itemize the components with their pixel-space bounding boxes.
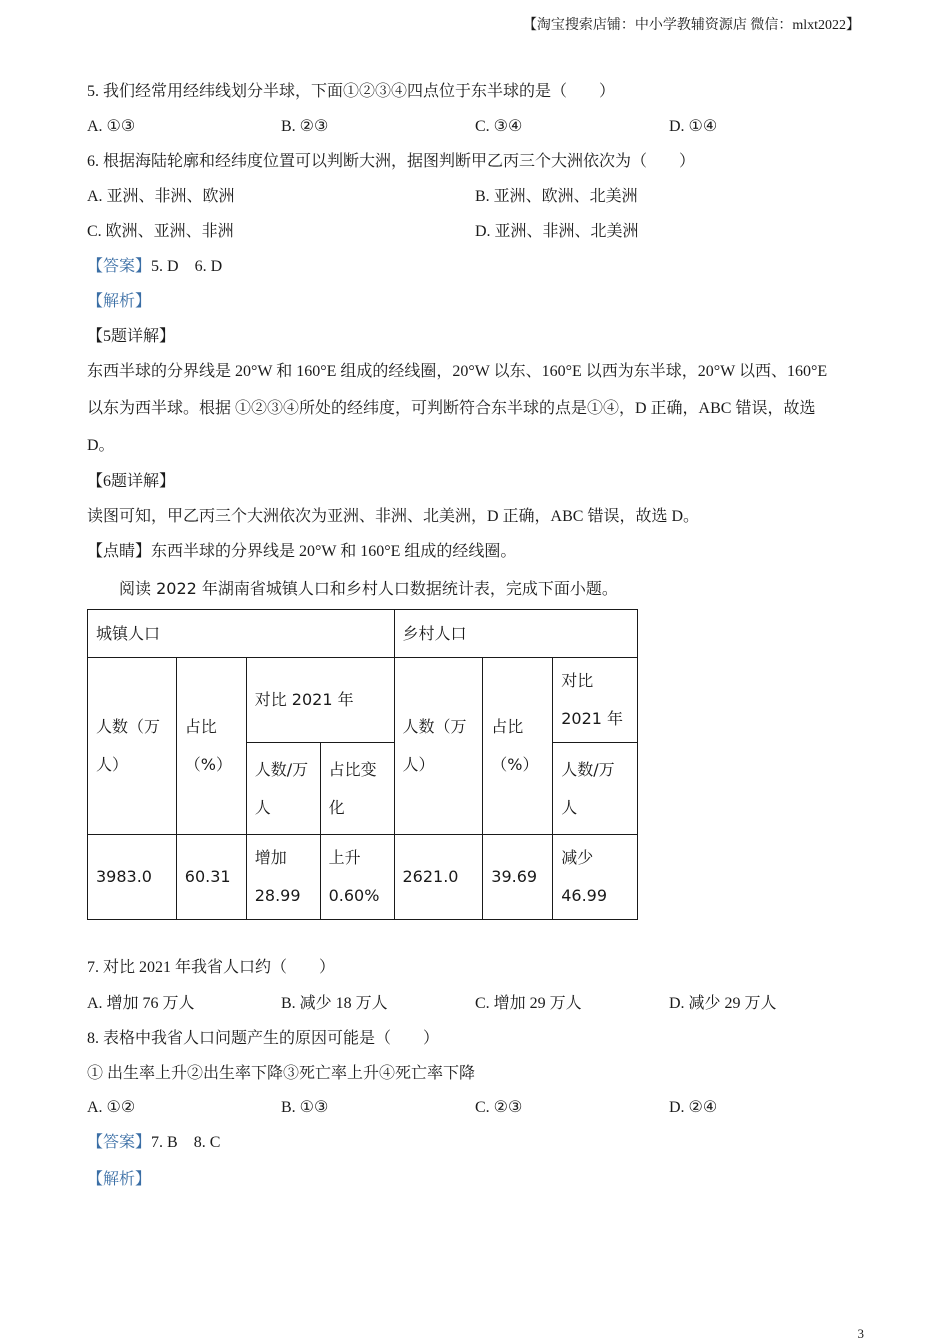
q5-option-c: C. ③④	[475, 118, 523, 135]
q8-option-b: B. ①③	[281, 1099, 329, 1116]
population-table	[87, 609, 638, 920]
q8-option-a: A. ①②	[87, 1099, 136, 1116]
urban-ratio-value: 60.31	[176, 835, 246, 920]
answer-tag: 【答案】	[87, 258, 152, 275]
detail-5-tag: 【5题详解】	[87, 328, 176, 345]
q6-option-c: C. 欧洲、亚洲、非洲	[87, 223, 234, 240]
urban-people-header: 人数（万人）	[88, 658, 177, 835]
q6-option-b: B. 亚洲、欧洲、北美洲	[475, 188, 638, 205]
table-intro: 阅读 2022 年湖南省城镇人口和乡村人口数据统计表，完成下面小题。	[119, 579, 618, 598]
q6-option-a: A. 亚洲、非洲、欧洲	[87, 188, 235, 205]
urban-people-value: 3983.0	[88, 835, 177, 920]
question-7: 7. 对比 2021 年我省人口约（ ）	[87, 959, 336, 976]
q7-option-a: A. 增加 76 万人	[87, 995, 195, 1012]
urban-people-change-header: 人数/万人	[246, 743, 320, 835]
q5-option-d: D. ①④	[669, 118, 718, 135]
rural-compare-header: 对比 2021 年	[553, 658, 638, 743]
urban-people-change-value: 增加 28.99	[246, 835, 320, 920]
rural-people-header: 人数（万人）	[394, 658, 483, 835]
detail-5-line-2: 以东为西半球。根据 ①②③④所处的经纬度，可判断符合东半球的点是①④，D 正确，ABC 错误，故选	[87, 400, 816, 417]
rural-population-header: 乡村人口	[394, 610, 638, 658]
analysis-tag: 【解析】	[87, 293, 152, 310]
analysis-tag-2: 【解析】	[87, 1171, 152, 1188]
q8-statement: ① 出生率上升②出生率下降③死亡率上升④死亡率下降	[87, 1065, 476, 1082]
detail-5-line-1: 东西半球的分界线是 20°W 和 160°E 组成的经线圈，20°W 以东、160°E 以西为东半球，20°W 以西、160°E	[87, 363, 828, 380]
q7-option-c: C. 增加 29 万人	[475, 995, 582, 1012]
q6-option-d: D. 亚洲、非洲、北美洲	[475, 223, 639, 240]
rural-people-value: 2621.0	[394, 835, 483, 920]
q5-option-a: A. ①③	[87, 118, 136, 135]
page-number: 3	[857, 1326, 864, 1341]
point-text: 东西半球的分界线是 20°W 和 160°E 组成的经线圈。	[151, 543, 517, 560]
point-block	[87, 542, 516, 562]
answer-block-2	[87, 1133, 220, 1153]
answer-text-2: 7. B 8. C	[151, 1134, 221, 1151]
rural-ratio-header: 占比（%）	[483, 658, 553, 835]
question-5: 5. 我们经常用经纬线划分半球，下面①②③④四点位于东半球的是（ ）	[87, 83, 616, 100]
rural-people-change-header: 人数/万人	[553, 743, 638, 835]
urban-ratio-change-header: 占比变化	[320, 743, 394, 835]
page-header: 【淘宝搜索店铺：中小学教辅资源店 微信：mlxt2022】	[522, 18, 860, 33]
question-8: 8. 表格中我省人口问题产生的原因可能是（ ）	[87, 1030, 440, 1047]
rural-people-change-value: 减少 46.99	[553, 835, 638, 920]
detail-6-tag: 【6题详解】	[87, 473, 176, 490]
answer-block-1	[87, 257, 222, 277]
rural-ratio-value: 39.69	[483, 835, 553, 920]
urban-ratio-header: 占比（%）	[176, 658, 246, 835]
answer-tag-2: 【答案】	[87, 1134, 152, 1151]
q8-option-d: D. ②④	[669, 1099, 718, 1116]
urban-population-header: 城镇人口	[88, 610, 395, 658]
answer-text: 5. D 6. D	[151, 258, 223, 275]
question-6: 6. 根据海陆轮廓和经纬度位置可以判断大洲，据图判断甲乙丙三个大洲依次为（ ）	[87, 153, 696, 170]
urban-compare-header: 对比 2021 年	[246, 658, 394, 743]
q8-option-c: C. ②③	[475, 1099, 523, 1116]
detail-6-text: 读图可知，甲乙丙三个大洲依次为亚洲、非洲、北美洲，D 正确，ABC 错误，故选 D。	[87, 508, 700, 525]
detail-5-line-3: D。	[87, 437, 115, 454]
urban-ratio-change-value: 上升 0.60%	[320, 835, 394, 920]
point-tag: 【点睛】	[87, 543, 152, 560]
q7-option-d: D. 减少 29 万人	[669, 995, 777, 1012]
q7-option-b: B. 减少 18 万人	[281, 995, 388, 1012]
q5-option-b: B. ②③	[281, 118, 329, 135]
